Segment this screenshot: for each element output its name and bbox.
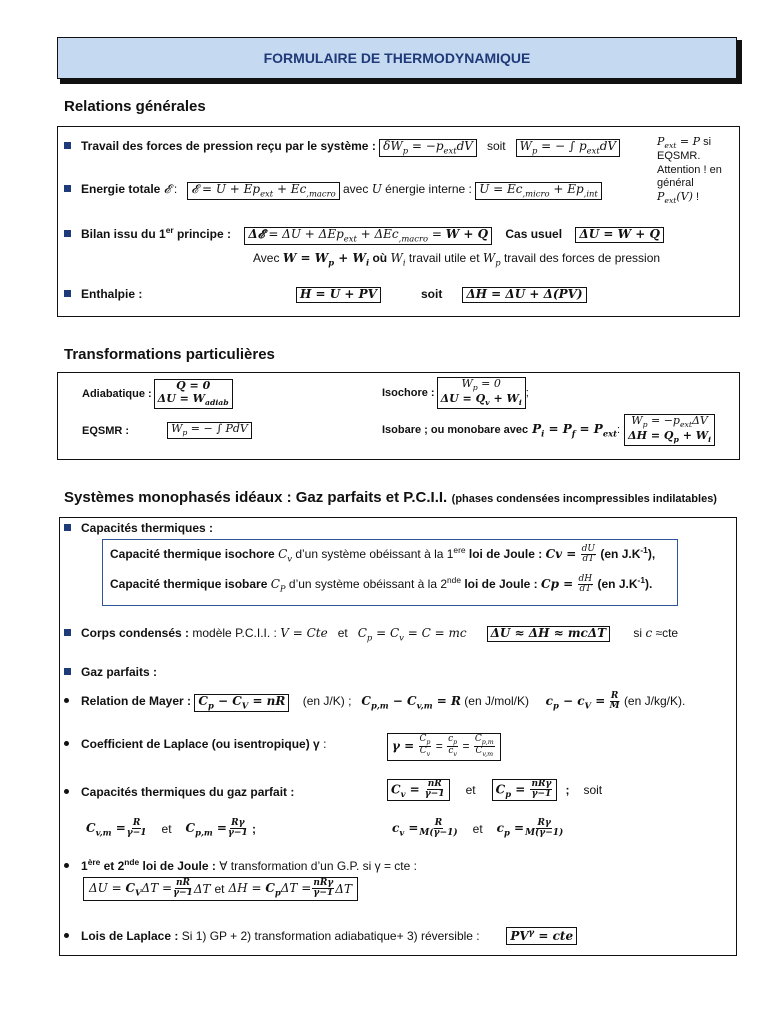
page-title: FORMULAIRE DE THERMODYNAMIQUE bbox=[263, 50, 531, 66]
bullet-square-icon bbox=[64, 142, 71, 149]
title-banner bbox=[57, 37, 737, 79]
cp-gp-formula: $C_p$ = $\frac{\text{nRγ}}{\gamma-1}$ bbox=[492, 779, 558, 801]
eqsmr-row: EQSMR : $W_p$ = − ∫ PdV bbox=[82, 422, 252, 439]
section-heading-ideal: Systèmes monophasés idéaux : Gaz parfaits et P.C.I.I. (phases condensées incompressibles indilatables) bbox=[64, 489, 717, 506]
enthalpy-formula: H = U + PV bbox=[296, 287, 381, 303]
enthalpy-formulas: H = U + PV soit ΔH = ΔU + Δ(PV) bbox=[296, 287, 616, 303]
adiabatic-row: Adiabatique : Q = 0 $\Delta U = W_{adiab}$ bbox=[82, 379, 233, 409]
internal-energy-formula: $U = Ec_{,micro} + Ep_{,int}$ bbox=[475, 182, 602, 200]
work-integral-formula: $W_p$ = − ∫ $p_{ext}dV$ bbox=[516, 139, 620, 157]
bullet-dot-icon bbox=[64, 741, 69, 746]
mayer-formula: $C_p - C_V$ = nR bbox=[194, 694, 289, 712]
bullet-dot-icon bbox=[64, 863, 69, 868]
bullet-square-icon bbox=[64, 230, 71, 237]
eqsmr-formula: $W_p$ = − ∫ PdV bbox=[167, 422, 252, 439]
bullet-dot-icon bbox=[64, 698, 69, 703]
avec-row: Avec $W = W_p + W_i$ où $W_i$ travail utile et $W_p$ travail des forces de pression bbox=[253, 251, 661, 268]
bullet-square-icon bbox=[64, 290, 71, 297]
cas-usuel-formula: ΔU = W + Q bbox=[575, 227, 664, 243]
enthalpy-row: Enthalpie : bbox=[64, 287, 664, 301]
laplace-laws-row: Lois de Laplace : Si 1) GP + 2) transformation adiabatique+ 3) réversible : $PV^\gamma$ = cte bbox=[64, 927, 724, 945]
enthalpy-delta-formula: ΔH = ΔU + Δ(PV) bbox=[462, 287, 586, 303]
work-row bbox=[64, 139, 664, 157]
energy-label: Energie totale bbox=[81, 182, 161, 196]
energy-formula: 𝓔 = $U + Ep_{ext} + Ec_{,macro}$ bbox=[187, 182, 339, 200]
condensed-row: Corps condensés : modèle P.C.I.I. : V = Cte et $C_p = C_v = C$ = mc ΔU ≈ ΔH ≈ mcΔT si c ≈cte bbox=[64, 626, 734, 642]
capacities-row: Capacités thermiques : bbox=[64, 521, 213, 535]
work-soit: soit bbox=[486, 139, 506, 153]
side-note: $P_{ext} = P$ si EQSMR. Attention ! en général $P_{ext}(V)$ ! bbox=[657, 135, 722, 206]
isochore-row: Isochore : $W_p = 0$ $\Delta U = Q_v + W_i$ ; bbox=[382, 377, 529, 408]
condensed-formula: ΔU ≈ ΔH ≈ mcΔT bbox=[487, 626, 611, 642]
gp-capacities-row: Capacités thermiques du gaz parfait : bbox=[64, 785, 294, 799]
isochore-formula: $W_p = 0$ $\Delta U = Q_v + W_i$ bbox=[437, 377, 526, 409]
work-formula: $\delta W_p = -p_{ext}dV$ bbox=[379, 139, 477, 157]
mayer-row: Relation de Mayer : $C_p - C_V$ = nR (en J/K) ; $C_{p,m} - C_{v,m} = R$ (en J/mol/K) $c_p - c_V$ = $\frac{R}{M}$ (en J/kg/K). bbox=[64, 692, 744, 712]
bullet-square-icon bbox=[64, 185, 71, 192]
cp-definition: Capacité thermique isobare $C_P$ d’un système obéissant à la 2nde loi de Joule : Cp = $\frac{dH}{dT}$ (en $J.K^{-1}$). bbox=[110, 574, 653, 595]
joule-formula: $\Delta U = C_V\Delta T$ = $\frac{nR}{\gamma-1}$ ΔT et $\Delta H = C_p\Delta T$ = $\frac{\text{nRγ}}{\gamma-1}$ ΔT bbox=[83, 877, 358, 901]
isobare-row: Isobare ; ou monobare avec $P_i = P_f = P_{ext}$ : $W_p = -p_{ext}\Delta V$ $\Delta H = Q_p + W_i$ bbox=[382, 414, 715, 446]
cv-gp-formula: $C_v$ = $\frac{nR}{\gamma-1}$ bbox=[387, 779, 450, 801]
adiabatic-formula: Q = 0 $\Delta U = W_{adiab}$ bbox=[154, 379, 233, 409]
bullet-dot-icon bbox=[64, 789, 69, 794]
bullet-dot-icon bbox=[64, 933, 69, 938]
section-heading-transformations: Transformations particulières bbox=[64, 346, 275, 363]
laplace-coef-row: Coefficient de Laplace (ou isentropique) γ : bbox=[64, 737, 744, 751]
section-heading-general: Relations générales bbox=[64, 98, 206, 115]
energy-row: Energie totale 𝓔 : 𝓔 = $U + Ep_{ext} + Ec_{,macro}$ avec U énergie interne : $U = Ec_{,micro} + Ep_{,int}$ bbox=[64, 182, 664, 200]
bilan-formula: Δ𝓔 = ΔU + ΔEp$_{ext}$ + ΔEc$_{,macro}$ = W + Q bbox=[244, 227, 492, 245]
bullet-square-icon bbox=[64, 629, 71, 636]
bullet-square-icon bbox=[64, 524, 71, 531]
isobare-formula: $W_p = -p_{ext}\Delta V$ $\Delta H = Q_p + W_i$ bbox=[624, 414, 715, 446]
bilan-row: Bilan issu du 1er principe : Δ𝓔 = ΔU + ΔEp$_{ext}$ + ΔEc$_{,macro}$ = W + Q Cas usuel ΔU = W + Q bbox=[64, 225, 744, 245]
gp-capacities-formulas: $C_v$ = $\frac{nR}{\gamma-1}$ et $C_p$ = $\frac{\text{nRγ}}{\gamma-1}$ ; soit bbox=[387, 779, 602, 801]
work-label: Travail des forces de pression reçu par le système : bbox=[81, 139, 376, 153]
bullet-square-icon bbox=[64, 668, 71, 675]
joule-row: 1ère et 2nde loi de Joule : ∀ transformation d’un G.P. si γ = cte : bbox=[64, 857, 724, 873]
molar-capacities: $C_{v,m}$ = $\frac{R}{\gamma-1}$ et $C_{p,m}$ = $\frac{R\gamma}{\gamma-1}$ ; bbox=[86, 818, 257, 839]
cv-definition: Capacité thermique isochore $C_v$ d’un système obéissant à la 1ere loi de Joule : Cv = $\frac{dU}{dT}$ (en $J.K^{-1}$), bbox=[110, 544, 656, 565]
gas-heading-row: Gaz parfaits : bbox=[64, 665, 157, 679]
laplace-law-formula: $PV^\gamma$ = cte bbox=[506, 927, 577, 945]
mass-capacities: $c_v$ = $\frac{R}{M(\gamma-1)}$ et $c_p$ = $\frac{R\gamma}{M(\gamma-1)}$ bbox=[392, 818, 564, 839]
gamma-formula: γ = $\frac{C_p}{C_v}$ = $\frac{c_p}{c_v}$ = $\frac{C_{p,m}}{C_{v,m}}$ bbox=[387, 733, 501, 761]
